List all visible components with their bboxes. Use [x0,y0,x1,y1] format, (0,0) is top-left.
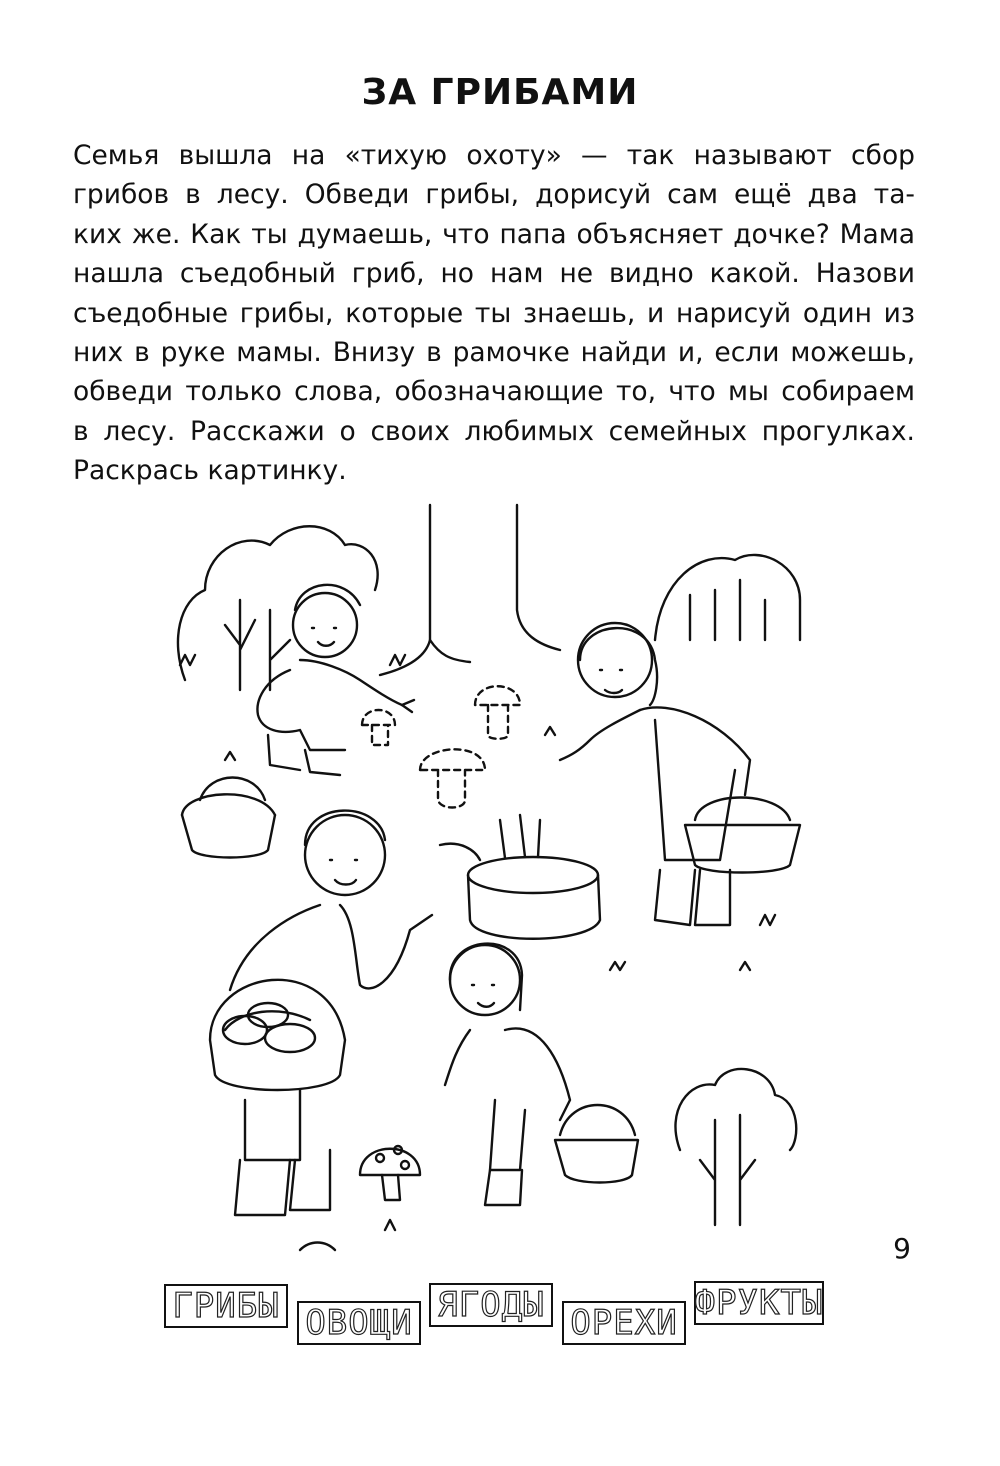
word-frame[interactable] [164,1284,288,1328]
bush-bottom-right [675,1069,796,1225]
task-text-line: них в руке мамы. Внизу в рамочке найди и, если можешь, [73,336,915,368]
task-text-line: в лесу. Расскажи о своих любимых семейных прогулках. [73,415,915,447]
basket-girl [555,1105,638,1183]
task-text-line: грибов в лесу. Обведи грибы, дорисуй сам ещё два та- [73,179,915,211]
task-text-line: Раскрась картинку. [73,455,347,487]
task-text-line: Семья вышла на «тихую охоту» — так называют сбор [73,140,915,171]
basket-mother [685,798,800,873]
mother [560,623,750,925]
girl [445,944,570,1205]
page-title: ЗА ГРИБАМИ [361,72,639,113]
task-text-line: съедобные грибы, которые ты знаешь, и нарисуй один из [73,297,915,329]
tree-stump [440,815,600,939]
boy-crouching [257,585,414,775]
fly-agaric [360,1146,420,1200]
bush-left [178,526,378,690]
bush-right [655,555,800,640]
basket-father [210,980,345,1090]
word-text: ОВОЩИ [305,1303,413,1343]
word-frame[interactable] [562,1301,686,1345]
task-text-line: ких же. Как ты думаешь, что папа объясняет дочке? Мама [73,218,915,250]
word-frame[interactable] [429,1283,553,1327]
word-text: ОРЕХИ [570,1303,678,1343]
word-text: ФРУКТЫ [694,1283,824,1323]
task-text-line: нашла съедобный гриб, но нам не видно какой. Назови [73,258,915,290]
dashed-mushrooms [362,686,520,807]
word-frame[interactable] [297,1301,421,1345]
task-text-line: обведи только слова, обозначающие то, что мы собираем [73,376,915,408]
coloring-illustration [150,500,850,1260]
page-number: 9 [893,1232,911,1265]
word-text: ГРИБЫ [172,1286,280,1326]
basket-empty [182,778,275,858]
task-text [73,136,915,491]
word-text: ЯГОДЫ [437,1285,545,1325]
word-frame[interactable] [694,1281,824,1325]
tree-trunks [380,505,560,675]
